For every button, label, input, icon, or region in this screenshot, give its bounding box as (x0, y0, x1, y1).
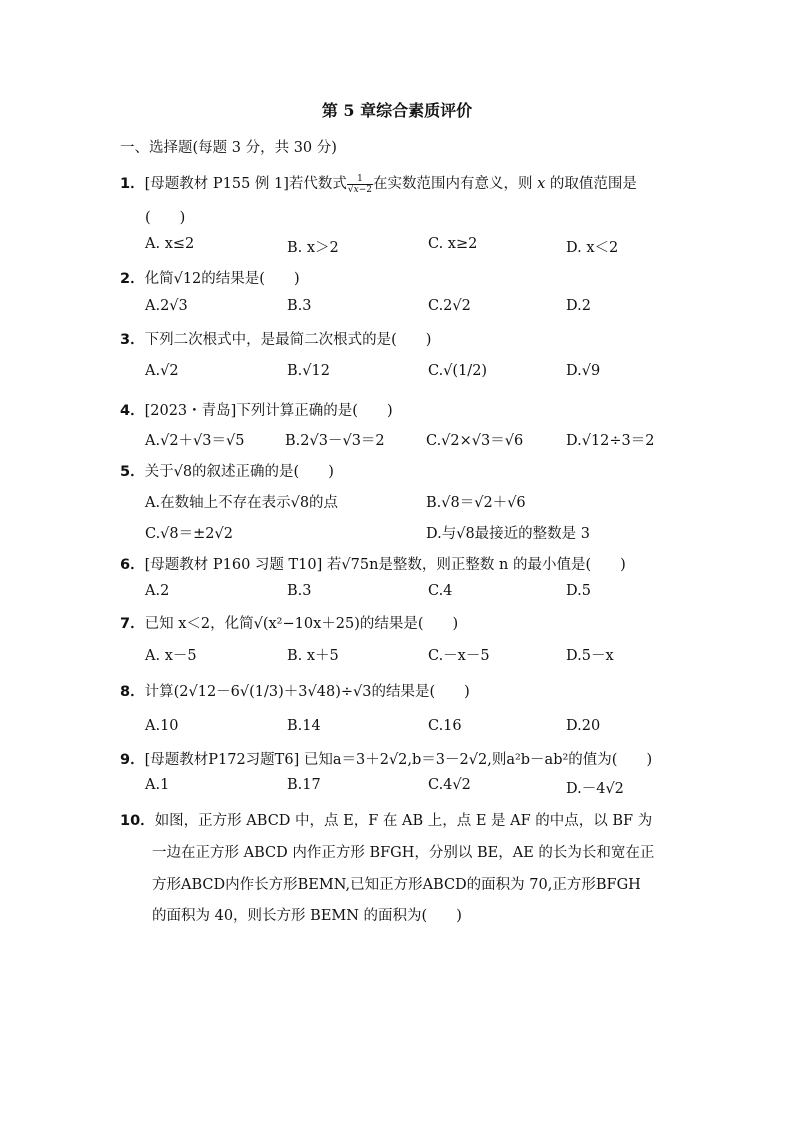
question-9 (120, 748, 652, 769)
option-a: A.2 (145, 583, 170, 599)
question-stem: [母题教材 P155 例 1]若代数式 $\frac{1}{√x-2}$ 在实数范围内有意义，则 x 的取值范围是 (144, 173, 637, 195)
question-line: 如图，正方形 ABCD 中，点 E，F 在 AB 上，点 E 是 AF 的中点，以 BF 为 (154, 813, 653, 829)
option-a: A.1 (145, 777, 170, 793)
question-stem: [2023・青岛]下列计算正确的是( ) (144, 403, 393, 419)
option-a: A.√2 (145, 363, 179, 379)
question-6 (120, 553, 626, 574)
question-line: 的面积为 40，则长方形 BEMN 的面积为( ) (152, 908, 462, 924)
option-a: A. x－5 (145, 648, 197, 664)
option-c: C.2√2 (428, 298, 471, 314)
question-number: 4． (120, 403, 145, 419)
question-number: 6． (120, 557, 145, 573)
question-8 (120, 680, 470, 701)
option-a: A.2√3 (145, 298, 188, 314)
option-d: D.－4√2 (566, 781, 624, 797)
option-a: A.在数轴上不存在表示√8的点 (145, 495, 339, 511)
option-c: C.－x－5 (428, 648, 490, 664)
option-a: A.√2＋√3＝√5 (145, 433, 245, 449)
question-10 (120, 809, 652, 830)
option-d: D.2 (566, 298, 591, 314)
question-number: 8． (120, 684, 145, 700)
option-b: B. x＞2 (287, 240, 339, 256)
question-4 (120, 399, 393, 420)
page-title: 第 5 章综合素质评价 (321, 101, 473, 120)
question-stem: [母题教材 P160 习题 T10] 若√75n是整数，则正整数 n 的最小值是( ) (144, 557, 626, 573)
question-1 (120, 172, 637, 195)
option-c: C.√2×√3＝√6 (426, 433, 524, 449)
option-c: C. x≥2 (428, 236, 478, 252)
question-stem: 化简√12的结果是( ) (144, 271, 300, 287)
question-number: 7． (120, 616, 145, 632)
question-number: 10． (120, 813, 155, 829)
option-d: D.5 (566, 583, 591, 599)
option-d: D.与√8最接近的整数是 3 (426, 526, 591, 542)
question-stem: 已知 x＜2，化简√(x²−10x＋25)的结果是( ) (144, 616, 459, 632)
question-3 (120, 328, 431, 349)
option-b: B.√8＝√2＋√6 (426, 495, 526, 511)
option-b: B.17 (287, 777, 321, 793)
option-c: C.√8＝±2√2 (145, 526, 233, 542)
question-number: 5． (120, 464, 145, 480)
question-number: 1． (120, 176, 145, 192)
option-c: C.4 (428, 583, 453, 599)
answer-paren: ( ) (145, 210, 186, 226)
option-d: D. x＜2 (566, 240, 619, 256)
option-b: B.3 (287, 298, 312, 314)
option-c: C.√(1/2) (428, 363, 488, 379)
option-b: B.√12 (287, 363, 330, 379)
question-stem: 下列二次根式中，是最简二次根式的是( ) (144, 332, 432, 348)
section-heading: 一、选择题(每题 3 分，共 30 分) (120, 140, 337, 156)
question-number: 3． (120, 332, 145, 348)
question-line: 一边在正方形 ABCD 内作正方形 BFGH，分别以 BE，AE 的长为长和宽在正 (152, 845, 655, 861)
question-number: 9． (120, 752, 145, 768)
question-stem: 计算(2√12－6√(1/3)＋3√48)÷√3的结果是( ) (144, 684, 470, 700)
question-5 (120, 460, 334, 481)
question-7 (120, 612, 458, 633)
option-d: D.5－x (566, 648, 614, 664)
question-number: 2． (120, 271, 145, 287)
option-c: C.4√2 (428, 777, 471, 793)
fraction: $\frac{1}{√x-2}$ (347, 173, 373, 195)
option-b: B. x＋5 (287, 648, 339, 664)
question-2 (120, 267, 300, 288)
option-d: D.√9 (566, 363, 601, 379)
option-b: B.14 (287, 718, 321, 734)
option-c: C.16 (428, 718, 462, 734)
question-stem: 关于√8的叙述正确的是( ) (144, 464, 334, 480)
option-d: D.20 (566, 718, 601, 734)
option-b: B.2√3－√3＝2 (285, 433, 385, 449)
question-line: 方形ABCD内作长方形BEMN,已知正方形ABCD的面积为 70,正方形BFGH (152, 877, 641, 893)
question-stem: [母题教材P172习题T6] 已知a＝3＋2√2,b＝3－2√2,则a²b－ab²的值为( ) (144, 752, 653, 768)
option-a: A.10 (145, 718, 179, 734)
option-a: A. x≤2 (145, 236, 195, 252)
option-d: D.√12÷3＝2 (566, 433, 655, 449)
option-b: B.3 (287, 583, 312, 599)
